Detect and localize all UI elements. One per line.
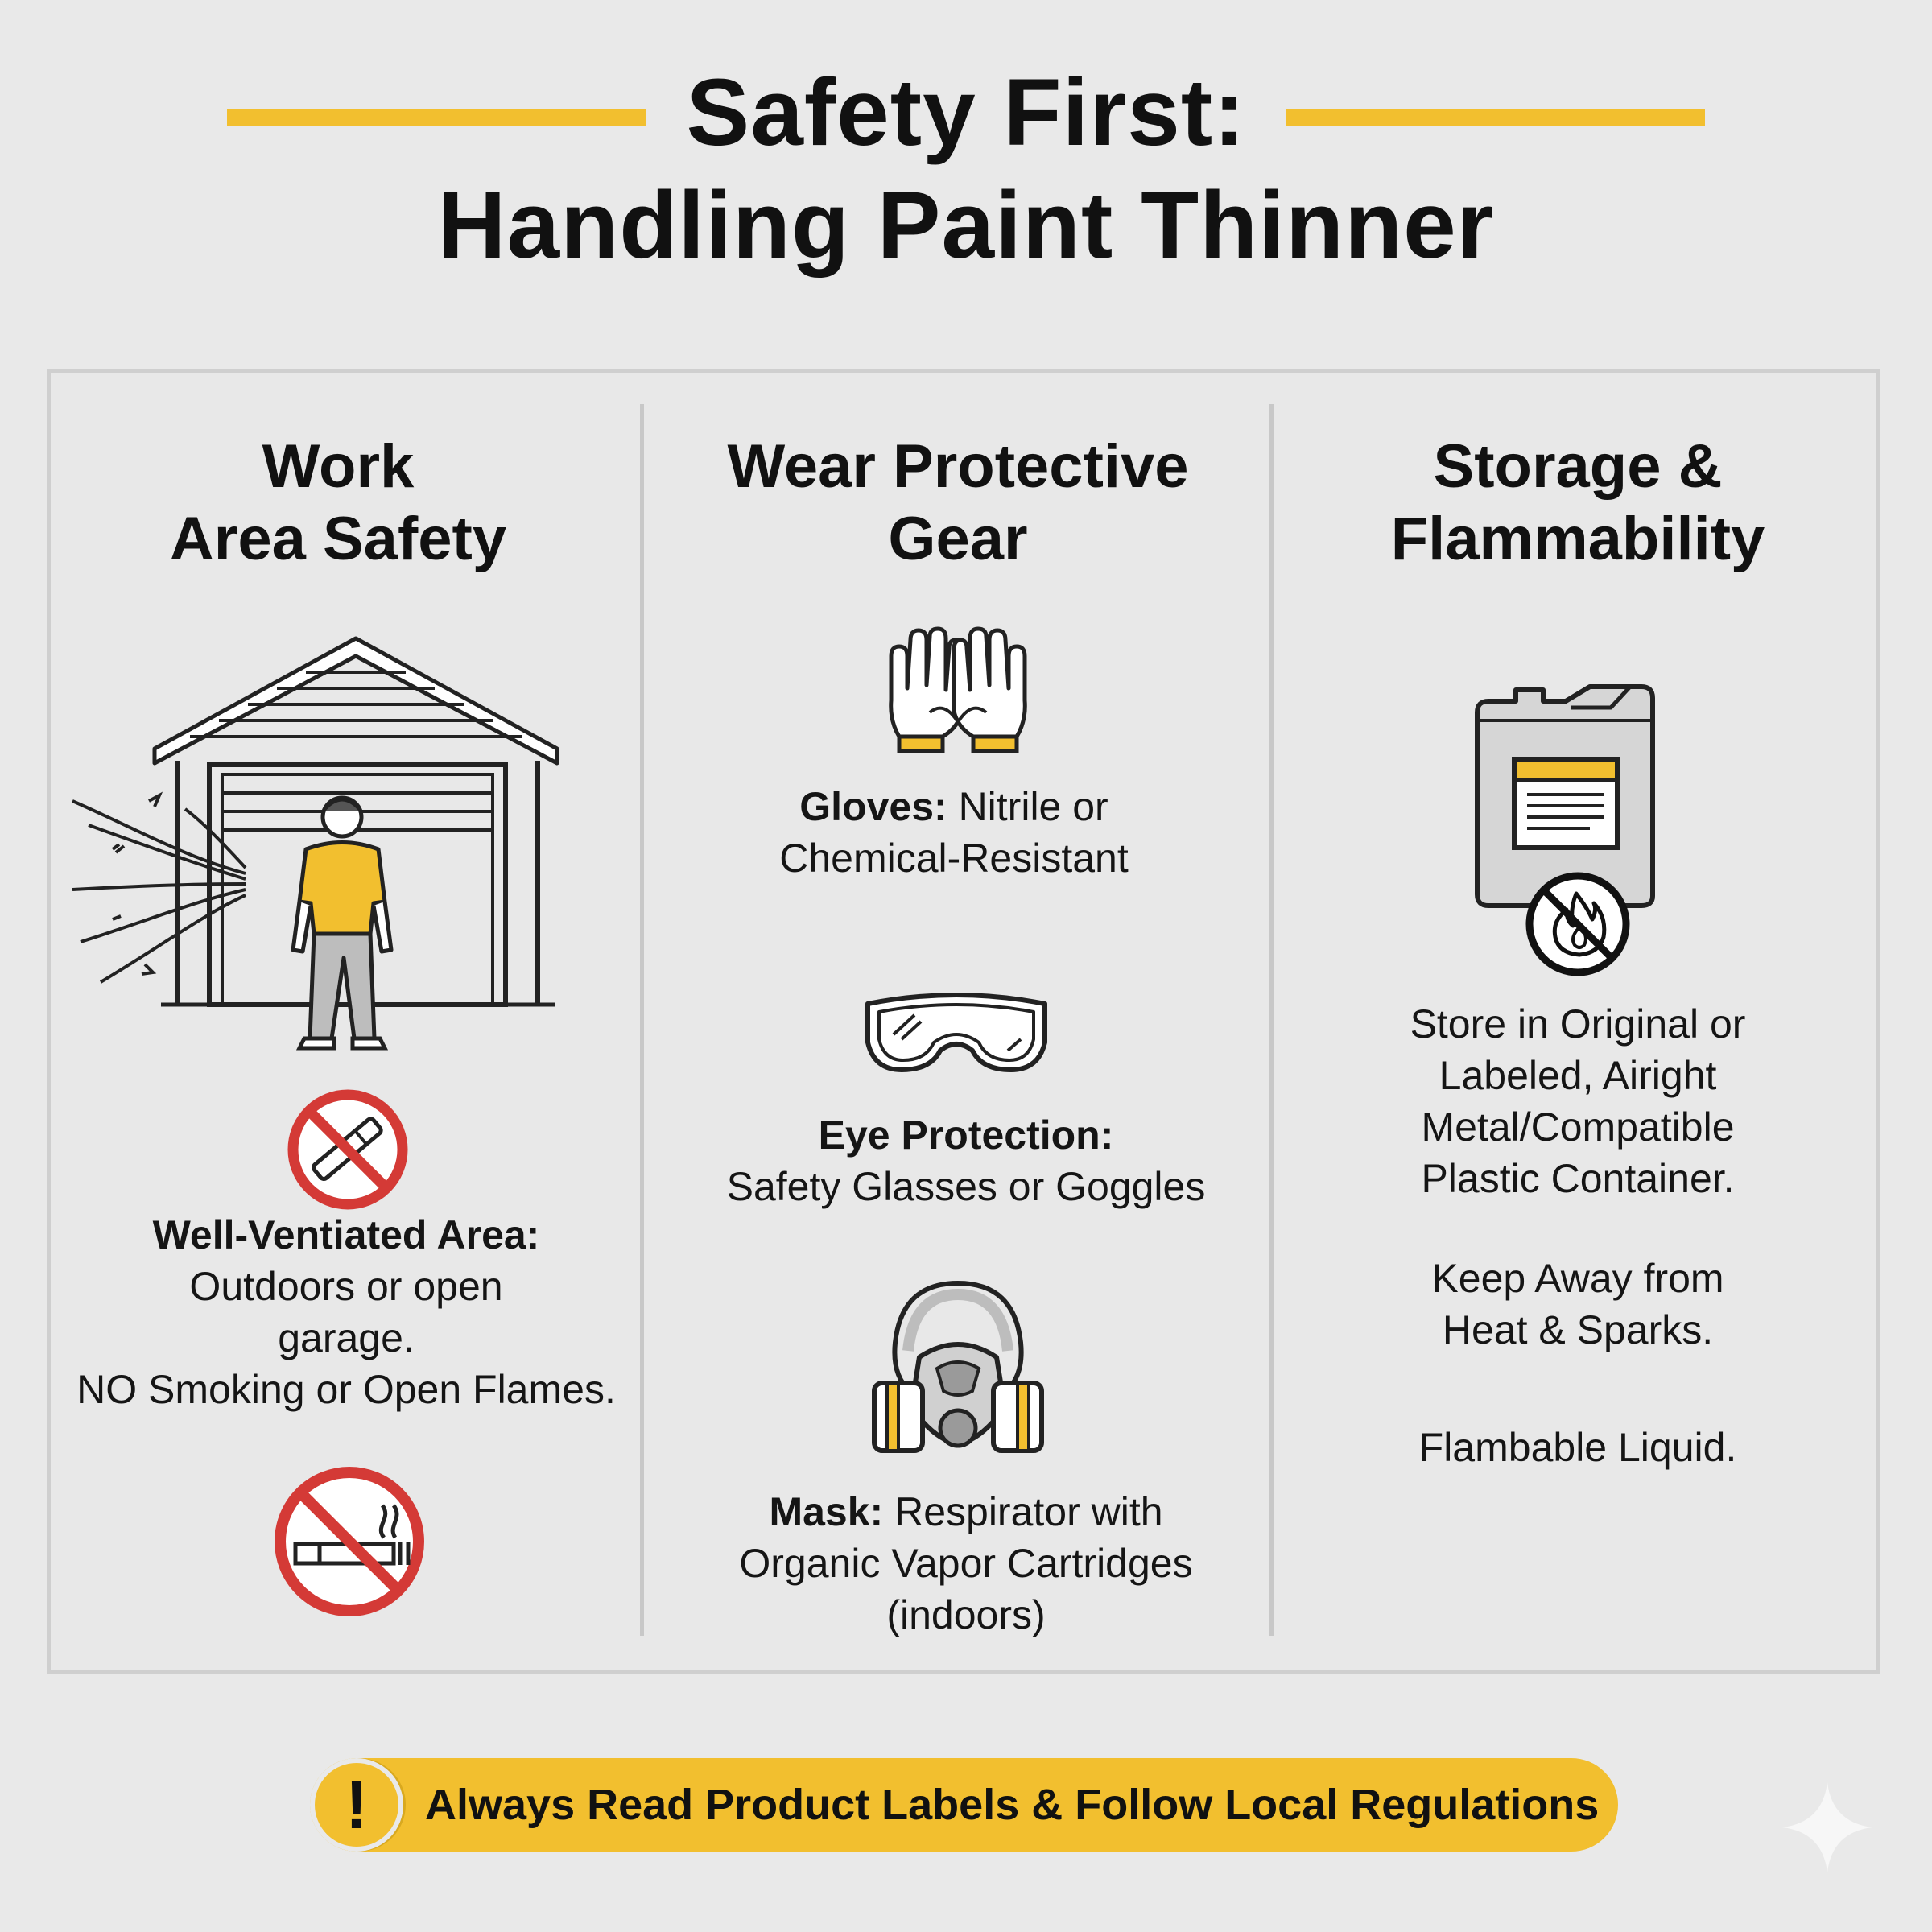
gloves-icon <box>881 624 1034 761</box>
mask-caption-line-1: Mask: Respirator with <box>769 1489 1163 1534</box>
storage-caption-line-4: Plastic Container. <box>1421 1156 1735 1201</box>
storage-title-line-1: Storage & <box>1433 432 1723 501</box>
flammable-caption <box>1280 1422 1876 1473</box>
mask-caption <box>672 1486 1260 1641</box>
work-area-title-line-2: Area Safety <box>169 505 507 573</box>
no-flame-badge-icon <box>1523 869 1633 979</box>
storage-caption-line-2: Labeled, Airight <box>1439 1053 1717 1098</box>
eye-protection-caption-line-2: Safety Glasses or Goggles <box>726 1164 1206 1209</box>
goggles-icon <box>860 986 1053 1076</box>
sparkle-icon <box>1779 1779 1876 1876</box>
mask-caption-line-2: Organic Vapor Cartridges <box>739 1541 1193 1586</box>
work-area-title <box>56 431 620 576</box>
storage-caption <box>1280 998 1876 1204</box>
no-smoking-icon <box>271 1463 427 1620</box>
banner-text: Always Read Product Labels & Follow Local Regulations <box>425 1781 1600 1829</box>
protective-gear-title-line-1: Wear Protective <box>727 432 1189 501</box>
work-area-title-line-1: Work <box>262 432 415 501</box>
column-divider-2 <box>1269 404 1274 1636</box>
eye-protection-caption-bold: Eye Protection: <box>818 1113 1114 1158</box>
regulations-banner <box>310 1758 1618 1852</box>
storage-title <box>1280 431 1876 576</box>
column-divider-1 <box>640 404 644 1636</box>
ventilation-caption-line-2: garage. <box>278 1315 415 1360</box>
heat-sparks-caption-line-2: Heat & Sparks. <box>1442 1307 1714 1352</box>
eye-protection-caption <box>672 1109 1260 1212</box>
ventilation-caption-line-3: NO Smoking or Open Flames. <box>76 1367 616 1412</box>
ventilation-caption <box>56 1209 636 1415</box>
protective-gear-title <box>648 431 1268 576</box>
title-line-2: Handling Paint Thinner <box>437 172 1495 279</box>
heat-sparks-caption <box>1280 1253 1876 1356</box>
storage-caption-line-3: Metal/Compatible <box>1421 1104 1735 1150</box>
protective-gear-title-line-2: Gear <box>888 505 1028 573</box>
storage-caption-line-1: Store in Original or <box>1410 1001 1746 1046</box>
flammable-caption-line-1: Flambable Liquid. <box>1418 1425 1737 1470</box>
respirator-mask-icon <box>869 1278 1046 1463</box>
garage-ventilation-icon <box>64 628 580 1063</box>
title-line-1: Safety First: <box>686 60 1246 166</box>
gloves-caption-line-2: Chemical-Resistant <box>779 836 1129 881</box>
storage-title-line-2: Flammability <box>1390 505 1765 573</box>
no-open-flame-icon <box>285 1087 411 1212</box>
heat-sparks-caption-line-1: Keep Away from <box>1431 1256 1724 1301</box>
warning-exclamation-icon: ! <box>310 1758 403 1852</box>
ventilation-caption-bold: Well-Ventiated Area: <box>152 1212 540 1257</box>
gloves-caption <box>672 781 1236 884</box>
ventilation-caption-line-1: Outdoors or open <box>189 1264 503 1309</box>
mask-caption-line-3: (indoors) <box>886 1592 1046 1637</box>
page-title <box>0 56 1932 282</box>
gloves-caption-line-1: Gloves: Nitrile or <box>799 784 1108 829</box>
